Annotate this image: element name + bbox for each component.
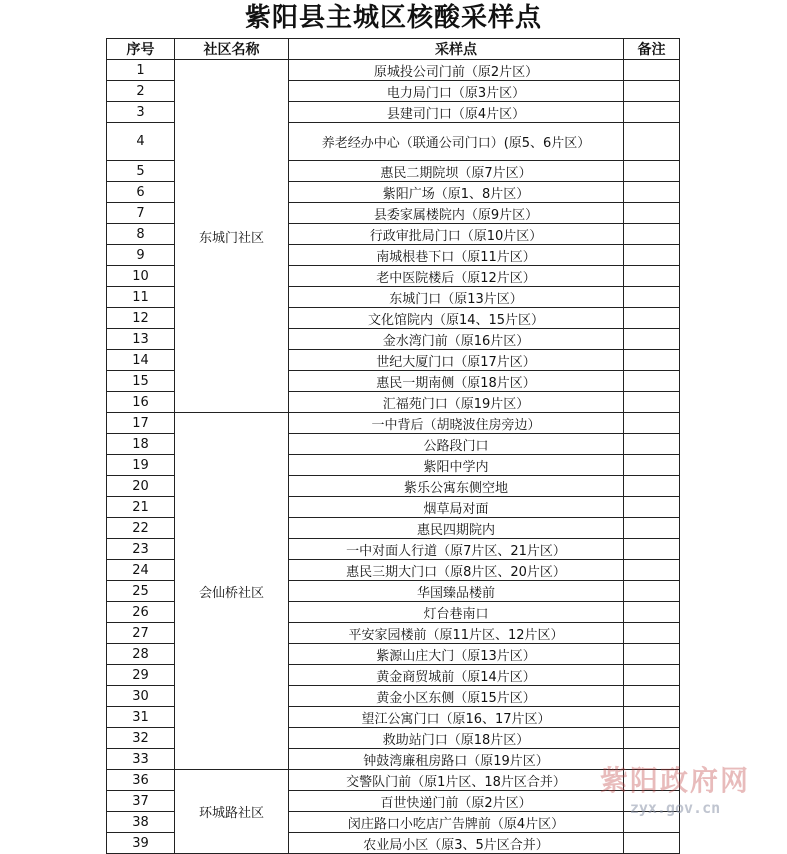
- row-note: [624, 308, 680, 329]
- sampling-site: 望江公寓门口（原16、17片区）: [289, 707, 624, 728]
- sampling-site: 东城门口（原13片区）: [289, 287, 624, 308]
- table-row: [107, 60, 680, 81]
- sampling-site: 县委家属楼院内（原9片区）: [289, 203, 624, 224]
- row-note: [624, 413, 680, 434]
- sampling-site: 县建司门口（原4片区）: [289, 102, 624, 123]
- row-note: [624, 81, 680, 102]
- row-number: 22: [107, 518, 175, 539]
- watermark-domain: zyx.gov.cn: [629, 799, 721, 817]
- sampling-site: 金水湾门前（原16片区）: [289, 329, 624, 350]
- row-number: 12: [107, 308, 175, 329]
- row-number: 14: [107, 350, 175, 371]
- sampling-site: 一中对面人行道（原7片区、21片区）: [289, 539, 624, 560]
- row-number: 8: [107, 224, 175, 245]
- row-number: 27: [107, 623, 175, 644]
- sampling-site: 平安家园楼前（原11片区、12片区）: [289, 623, 624, 644]
- row-note: [624, 707, 680, 728]
- row-note: [624, 602, 680, 623]
- row-number: 26: [107, 602, 175, 623]
- sampling-site: 黄金商贸城前（原14片区）: [289, 665, 624, 686]
- row-note: [624, 455, 680, 476]
- row-note: [624, 161, 680, 182]
- row-note: [624, 539, 680, 560]
- row-note: [624, 791, 680, 812]
- row-note: [624, 329, 680, 350]
- sampling-site: 世纪大厦门口（原17片区）: [289, 350, 624, 371]
- row-note: [624, 434, 680, 455]
- row-number: 16: [107, 392, 175, 413]
- sampling-sites-table: [106, 38, 680, 854]
- row-number: 9: [107, 245, 175, 266]
- row-number: 33: [107, 749, 175, 770]
- row-note: [624, 102, 680, 123]
- row-number: 23: [107, 539, 175, 560]
- sampling-site: 老中医院楼后（原12片区）: [289, 266, 624, 287]
- row-note: [624, 224, 680, 245]
- sampling-site: 华国臻品楼前: [289, 581, 624, 602]
- header-site: 采样点: [289, 39, 624, 60]
- row-note: [624, 287, 680, 308]
- row-number: 37: [107, 791, 175, 812]
- sampling-site: 养老经办中心（联通公司门口）(原5、6片区）: [289, 123, 624, 161]
- row-note: [624, 182, 680, 203]
- row-number: 6: [107, 182, 175, 203]
- row-number: 30: [107, 686, 175, 707]
- sampling-site: 汇福苑门口（原19片区）: [289, 392, 624, 413]
- row-note: [624, 686, 680, 707]
- row-note: [624, 665, 680, 686]
- sampling-site: 文化馆院内（原14、15片区）: [289, 308, 624, 329]
- row-note: [624, 245, 680, 266]
- sampling-site: 惠民四期院内: [289, 518, 624, 539]
- sampling-site: 紫乐公寓东侧空地: [289, 476, 624, 497]
- sampling-site: 紫源山庄大门（原13片区）: [289, 644, 624, 665]
- row-number: 1: [107, 60, 175, 81]
- row-number: 19: [107, 455, 175, 476]
- community-name: 环城路社区: [175, 770, 289, 854]
- sampling-site: 烟草局对面: [289, 497, 624, 518]
- table-header-row: [107, 39, 680, 60]
- row-note: [624, 812, 680, 833]
- row-number: 17: [107, 413, 175, 434]
- row-number: 4: [107, 123, 175, 161]
- row-note: [624, 203, 680, 224]
- table-body: [107, 60, 680, 854]
- row-number: 2: [107, 81, 175, 102]
- row-number: 5: [107, 161, 175, 182]
- sampling-site: 灯台巷南口: [289, 602, 624, 623]
- row-number: 38: [107, 812, 175, 833]
- sampling-site: 黄金小区东侧（原15片区）: [289, 686, 624, 707]
- sampling-site: 南城根巷下口（原11片区）: [289, 245, 624, 266]
- sampling-site: 百世快递门前（原2片区）: [289, 791, 624, 812]
- sampling-site: 惠民一期南侧（原18片区）: [289, 371, 624, 392]
- row-number: 24: [107, 560, 175, 581]
- header-no: 序号: [107, 39, 175, 60]
- row-note: [624, 266, 680, 287]
- sampling-site: 闵庄路口小吃店广告牌前（原4片区）: [289, 812, 624, 833]
- row-number: 11: [107, 287, 175, 308]
- row-note: [624, 350, 680, 371]
- row-note: [624, 728, 680, 749]
- row-note: [624, 371, 680, 392]
- row-number: 25: [107, 581, 175, 602]
- row-number: 39: [107, 833, 175, 854]
- sampling-site: 紫阳广场（原1、8片区）: [289, 182, 624, 203]
- row-note: [624, 623, 680, 644]
- row-note: [624, 770, 680, 791]
- row-note: [624, 60, 680, 81]
- row-number: 10: [107, 266, 175, 287]
- row-number: 31: [107, 707, 175, 728]
- row-note: [624, 581, 680, 602]
- community-name: 会仙桥社区: [175, 413, 289, 770]
- community-name: 东城门社区: [175, 60, 289, 413]
- row-note: [624, 644, 680, 665]
- row-number: 28: [107, 644, 175, 665]
- sampling-site: 惠民三期大门口（原8片区、20片区）: [289, 560, 624, 581]
- row-note: [624, 392, 680, 413]
- row-number: 15: [107, 371, 175, 392]
- table-row: [107, 413, 680, 434]
- row-number: 7: [107, 203, 175, 224]
- row-note: [624, 833, 680, 854]
- row-note: [624, 476, 680, 497]
- sampling-site: 行政审批局门口（原10片区）: [289, 224, 624, 245]
- sampling-site: 农业局小区（原3、5片区合并）: [289, 833, 624, 854]
- row-number: 21: [107, 497, 175, 518]
- row-number: 3: [107, 102, 175, 123]
- row-number: 18: [107, 434, 175, 455]
- sampling-site: 紫阳中学内: [289, 455, 624, 476]
- row-note: [624, 560, 680, 581]
- row-note: [624, 123, 680, 161]
- sampling-site: 惠民二期院坝（原7片区）: [289, 161, 624, 182]
- row-note: [624, 518, 680, 539]
- watermark-name: 紫阳政府网: [599, 764, 750, 797]
- sampling-site: 公路段门口: [289, 434, 624, 455]
- sampling-site: 原城投公司门前（原2片区）: [289, 60, 624, 81]
- sampling-site: 钟鼓湾廉租房路口（原19片区）: [289, 749, 624, 770]
- header-community: 社区名称: [175, 39, 289, 60]
- row-number: 36: [107, 770, 175, 791]
- sampling-site: 交警队门前（原1片区、18片区合并）: [289, 770, 624, 791]
- sampling-site: 救助站门口（原18片区）: [289, 728, 624, 749]
- row-note: [624, 749, 680, 770]
- row-number: 13: [107, 329, 175, 350]
- row-note: [624, 497, 680, 518]
- sampling-site: 一中背后（胡晓波住房旁边）: [289, 413, 624, 434]
- row-number: 32: [107, 728, 175, 749]
- header-note: 备注: [624, 39, 680, 60]
- sampling-site: 电力局门口（原3片区）: [289, 81, 624, 102]
- table-row: [107, 770, 680, 791]
- row-number: 29: [107, 665, 175, 686]
- document-title: 紫阳县主城区核酸采样点: [244, 3, 542, 33]
- row-number: 20: [107, 476, 175, 497]
